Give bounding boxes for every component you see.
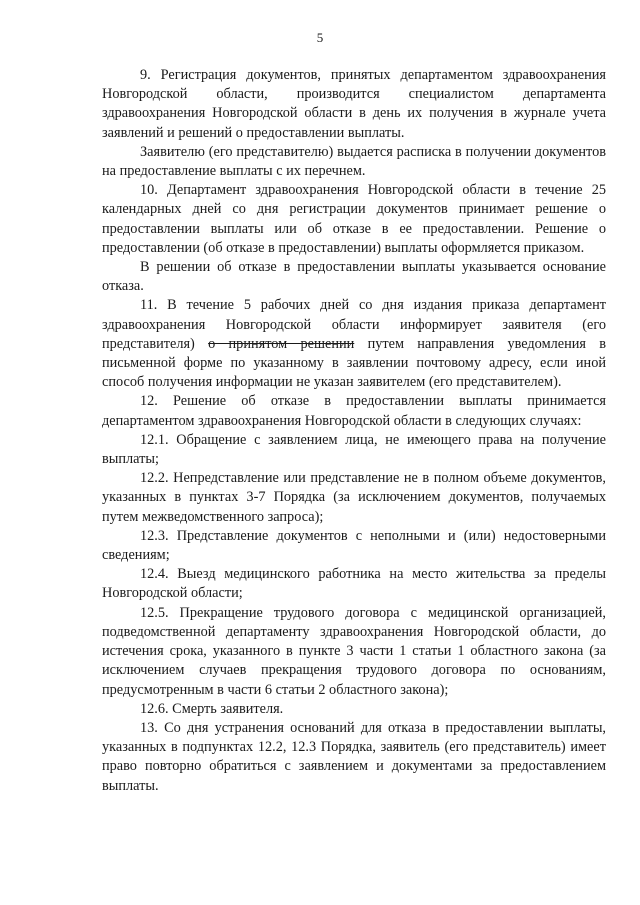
paragraph-11 (102, 296, 606, 392)
document-body (102, 66, 606, 796)
paragraph-refusal-reason: В решении об отказе в предоставлении выплаты указывается основание отказа. (102, 259, 606, 295)
paragraph-12-3: 12.3. Представление документов с неполными и (или) недостоверными сведениям; (102, 527, 606, 564)
paragraph-12: 12. Решение об отказе в предоставлении выплаты принимается департаментом здравоохранения Новгородской области в следующих случаях: (102, 393, 606, 429)
paragraph-11-struck-text: о принятом решении (208, 335, 355, 352)
paragraph-9: 9. Регистрация документов, принятых департаментом здравоохранения Новгородской области, производится специалистом департамента здравоохранения Новгородской области в день их получения в журнале учета заявлений и решений о предоставлении выплаты. (102, 67, 606, 141)
paragraph-12-1: 12.1. Обращение с заявлением лица, не имеющего права на получение выплаты; (102, 431, 606, 468)
paragraph-12-2: 12.2. Непредставление или представление не в полном объеме документов, указанных в пунктах 3-7 Порядка (за исключением документов, получаемых путем межведомственного запроса); (102, 470, 606, 525)
paragraph-11-after: путем направления уведомления в письменной форме по указанному в заявлении почтовому адресу, если иной способ получения информации не указан заявителем (его представителем). (102, 335, 607, 391)
paragraph-13: 13. Со дня устранения оснований для отказа в предоставлении выплаты, указанных в подпунктах 12.2, 12.3 Порядка, заявитель (его представитель) имеет право повторно обратиться с заявлением и документами за предоставлением выплаты. (102, 719, 606, 794)
paragraph-12-6: 12.6. Смерть заявителя. (140, 700, 284, 717)
paragraph-11-before: 11. В течение 5 рабочих дней со дня издания приказа департамент здравоохранения Новгородской области информирует заявителя (его представителя) (102, 297, 606, 352)
page-number: 5 (316, 30, 324, 45)
paragraph-10: 10. Департамент здравоохранения Новгородской области в течение 25 календарных дней со дня регистрации документов принимает решение о предоставлении выплаты или об отказе в ее предоставлении. Решение о предоставлении (об отказе в предоставлении) выплаты оформляется приказом. (102, 182, 606, 256)
paragraph-receipt: Заявителю (его представителю) выдается расписка в получении документов на предоставление выплаты с их перечнем. (102, 143, 606, 180)
paragraph-12-4: 12.4. Выезд медицинского работника на место жительства за пределы Новгородской области; (102, 566, 606, 602)
paragraph-12-5: 12.5. Прекращение трудового договора с медицинской организацией, подведомственной департаменту здравоохранения Новгородской области, до истечения срока, указанного в пункте 3 части 1 статьи 1 областного закона (за исключением случаев прекращения трудового договора по основаниям, предусмотренным в части 6 статьи 2 областного закона); (102, 604, 606, 698)
